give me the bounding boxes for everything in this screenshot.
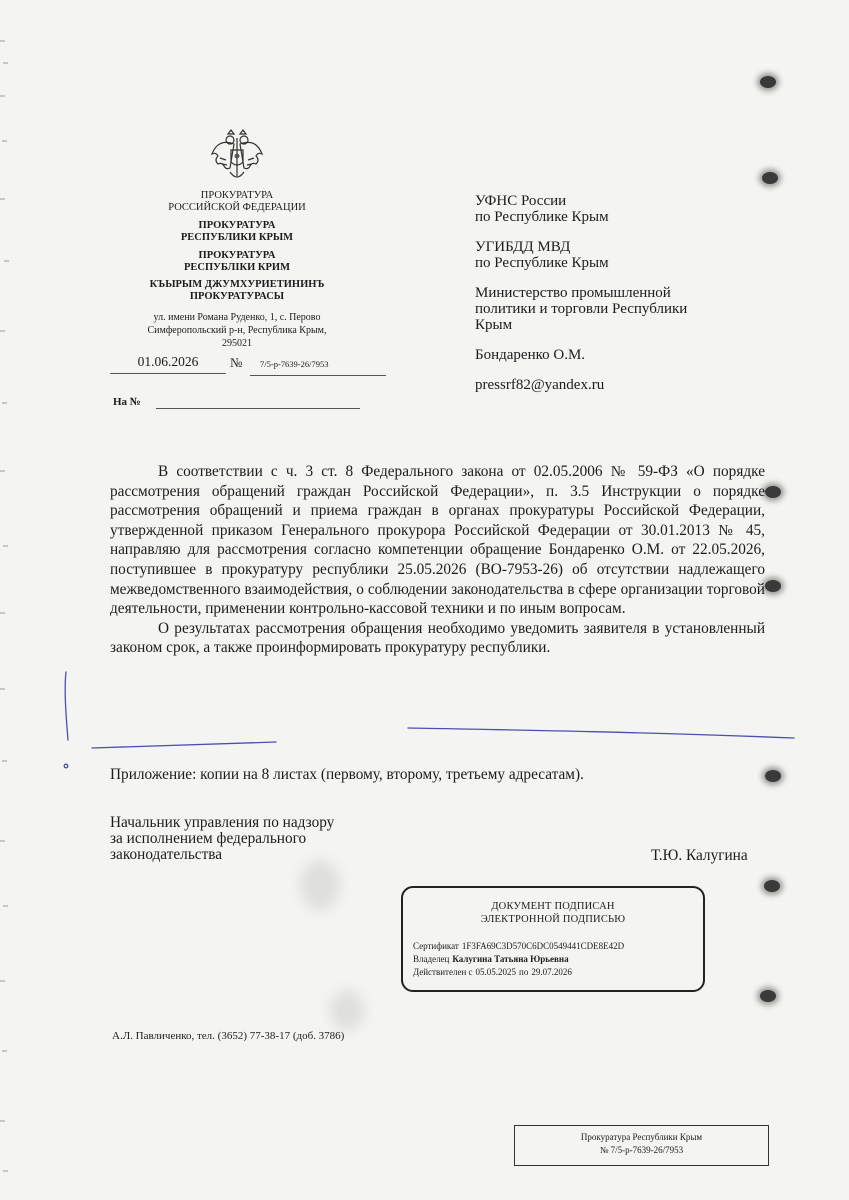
- signer-position: Начальник управления по надзору за исполнением федерального законодательства: [110, 814, 335, 863]
- org-line: РЕСПУБЛІКИ КРИМ: [184, 262, 290, 273]
- reference-line: [156, 408, 360, 409]
- addressee-list: [475, 193, 805, 407]
- signer-name: Т.Ю. Калугина: [651, 847, 748, 864]
- binder-hole: [764, 880, 780, 892]
- stamp-title: ДОКУМЕНТ ПОДПИСАН ЭЛЕКТРОННОЙ ПОДПИСЬЮ: [480, 901, 626, 925]
- document-date: 01.06.2026: [110, 354, 226, 374]
- org-line: КЪЫРЫМ ДЖУМХУРИЕТИНИНЪ: [149, 279, 325, 290]
- stamp-owner-row: Владелец Калугина Татьяна Юрьевна: [413, 954, 569, 964]
- letter-body: [110, 462, 765, 658]
- scan-edge-marks: [0, 0, 14, 1200]
- pen-underline: [92, 742, 276, 748]
- body-paragraph: В соответствии с ч. 3 ст. 8 Федерального закона от 02.05.2006 № 59-ФЗ «О порядке рассмотрения обращений граждан Российской Федерации», п. 3.5 Инструкции о порядке рассмотрения обращений и приема граждан в органах прокуратуры Российской Федерации, утвержденной приказом Генерального прокурора Российской Федерации от 30.01.2013 № 45, направляю для рассмотрения согласно компетенции обращение Бондаренко О.М. от 22.05.2026, поступившее в прокуратуру республики 25.05.2026 (ВО-7953-26) об отсутствии надлежащего межведомственного взаимодействия, о соблюдении законодательства в сфере организации торговой деятельности, применении контрольно-кассовой техники и по иным вопросам.: [110, 463, 765, 618]
- org-line: РОССИЙСКОЙ ФЕДЕРАЦИИ: [168, 202, 306, 213]
- e-signature-stamp: [401, 886, 705, 992]
- scan-smudge: [300, 860, 340, 910]
- addressee: Министерство промышленной политики и торговли Республики Крым: [475, 285, 688, 333]
- binder-hole: [765, 770, 781, 782]
- org-line: РЕСПУБЛИКИ КРЫМ: [180, 232, 294, 243]
- pen-underline: [408, 728, 794, 738]
- org-address: 295021: [222, 338, 252, 349]
- org-line: ПРОКУРАТУРА: [198, 250, 276, 261]
- stamp-details: [413, 940, 703, 979]
- document-number: 7/5-р-7639-26/7953: [250, 359, 386, 376]
- binder-hole: [765, 486, 781, 498]
- pen-dot: [64, 764, 68, 768]
- addressee-email: pressrf82@yandex.ru: [475, 377, 605, 393]
- addressee: УФНС России по Республике Крым: [475, 193, 609, 225]
- attachment-note: Приложение: копии на 8 листах (первому, второму, третьему адресатам).: [110, 766, 584, 783]
- binder-hole: [765, 580, 781, 592]
- org-line: ПРОКУРАТУРА: [200, 190, 274, 201]
- reference-label: На №: [113, 396, 141, 408]
- addressee: УГИБДД МВД по Республике Крым: [475, 239, 609, 271]
- org-line: ПРОКУРАТУРА: [198, 220, 276, 231]
- letterhead: [108, 128, 366, 350]
- addressee: Бондаренко О.М.: [475, 347, 586, 363]
- org-address: ул. имени Романа Руденко, 1, с. Перово: [153, 312, 321, 323]
- body-paragraph: О результатах рассмотрения обращения необходимо уведомить заявителя в установленный законом срок, а также проинформировать прокуратуру республики.: [110, 619, 765, 657]
- registration-stamp: Прокуратура Республики Крым № 7/5-р-7639-26/7953: [514, 1125, 769, 1166]
- binder-hole: [760, 990, 776, 1002]
- org-line: ПРОКУРАТУРАСЫ: [189, 291, 285, 302]
- coat-of-arms-icon: [208, 128, 266, 184]
- executor-contact: А.Л. Павличенко, тел. (3652) 77-38-17 (доб. 3786): [112, 1030, 345, 1042]
- pen-margin-line: [65, 672, 68, 740]
- org-address: Симферопольский р-н, Республика Крым,: [147, 325, 327, 336]
- binder-hole: [760, 76, 776, 88]
- binder-hole: [762, 172, 778, 184]
- number-sign: №: [230, 355, 243, 370]
- stamp-valid-row: Действителен с 05.05.2025 по 29.07.2026: [413, 967, 572, 977]
- scan-smudge: [330, 990, 364, 1030]
- stamp-cert-row: Сертификат 1F3FA69C3D570C6DC0549441CDE8E42D: [413, 941, 625, 951]
